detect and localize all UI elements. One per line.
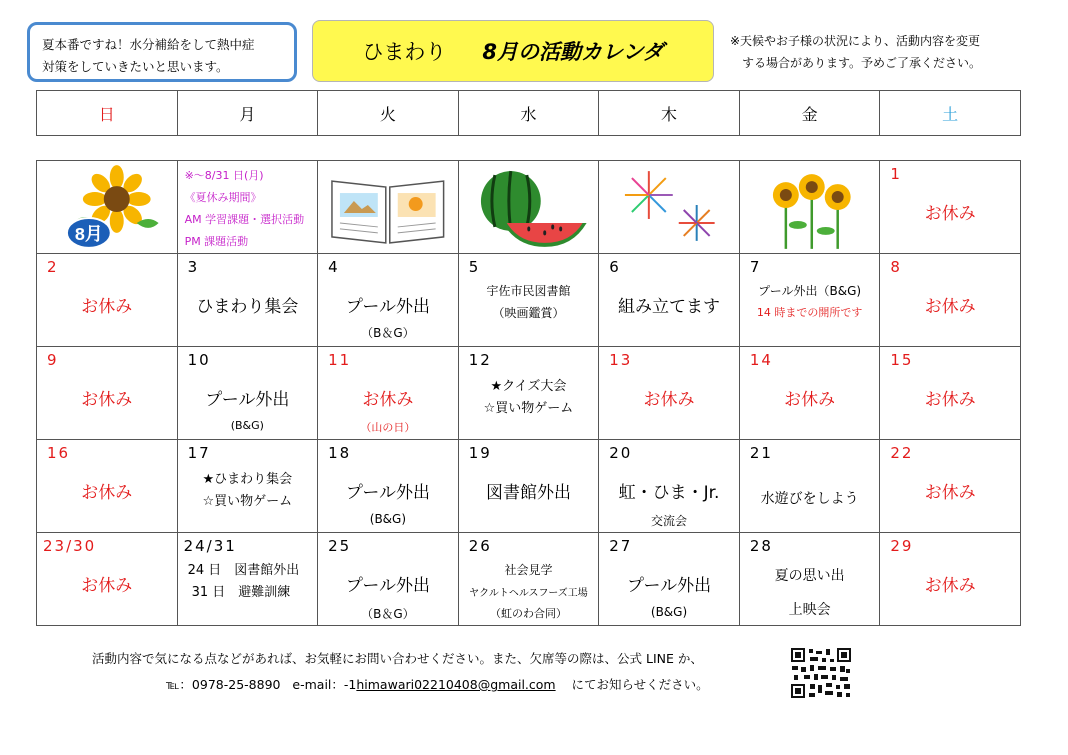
title-main: 8月の活動カレンダ	[482, 40, 664, 64]
day-number: 13	[609, 351, 633, 369]
day-activity-sub: (B&G)	[369, 512, 407, 526]
day-number: 23/30	[43, 537, 97, 555]
day-number: 3	[187, 258, 200, 276]
day-number: 29	[890, 537, 914, 555]
day-cell	[739, 161, 880, 254]
day-holiday: お休み	[81, 297, 133, 317]
day-cell	[37, 161, 178, 254]
day-activity: ☆買い物ゲーム	[202, 494, 293, 509]
calendar-week	[37, 347, 1021, 440]
phone-number: ℡：0978-25-8890	[166, 677, 281, 692]
day-cell	[599, 533, 740, 626]
summer-note-line: AM 学習課題・選択活動	[184, 213, 305, 226]
day-activity: 虹・ひま・Jr.	[618, 483, 720, 503]
day-cell	[739, 440, 880, 533]
day-cell	[599, 254, 740, 347]
day-number: 21	[749, 444, 773, 462]
fireworks-icon	[599, 161, 739, 253]
day-number: 18	[328, 444, 352, 462]
day-cell	[880, 533, 1021, 626]
day-cell	[177, 440, 318, 533]
watermelon-icon	[459, 161, 599, 253]
intro-note-line: 夏本番ですね！水分補給をして熱中症	[42, 37, 255, 52]
notice-line: する場合があります。予めご了承ください。	[742, 56, 982, 70]
day-activity: プール外出	[345, 483, 430, 503]
day-activity: 24 日 図書館外出	[187, 563, 300, 578]
day-cell	[599, 440, 740, 533]
day-holiday: お休み	[924, 204, 976, 224]
day-cell	[458, 533, 599, 626]
calendar-week	[37, 533, 1021, 626]
summer-note-line: ※～8/31 日(月)	[184, 169, 264, 182]
weekday-sun: 日	[37, 91, 178, 136]
day-cell	[739, 254, 880, 347]
day-activity-sub: (B&G)	[230, 419, 264, 432]
day-activity: 31 日 避難訓練	[191, 585, 291, 600]
day-holiday: お休み	[81, 390, 133, 410]
day-number: 28	[749, 537, 773, 555]
day-number: 1	[890, 165, 902, 183]
day-activity-sub: 交流会	[651, 514, 688, 528]
day-activity: 社会見学	[504, 563, 553, 577]
day-activity: 組み立てます	[618, 297, 721, 317]
day-number: 17	[187, 444, 211, 462]
summer-note-line: PM 課題活動	[184, 235, 249, 248]
day-number: 11	[328, 351, 352, 369]
email-label: e-mail：-1	[292, 677, 357, 692]
day-activity: 水遊びをしよう	[760, 491, 859, 507]
day-number: 12	[468, 351, 492, 369]
weekday-sat: 土	[880, 91, 1021, 136]
day-activity: 図書館外出	[485, 483, 571, 503]
day-holiday: お休み	[924, 390, 976, 410]
day-cell	[739, 533, 880, 626]
day-activity: 宇佐市民図書館	[486, 284, 571, 298]
weekday-header	[36, 90, 1021, 136]
sunflowers-icon	[740, 161, 880, 253]
day-cell	[37, 533, 178, 626]
day-number: 9	[47, 351, 59, 369]
day-number: 7	[749, 258, 762, 276]
day-activity: ★クイズ大会	[490, 379, 567, 394]
day-activity: プール外出	[626, 576, 712, 596]
day-cell	[177, 347, 318, 440]
day-number: 10	[187, 351, 211, 369]
day-cell	[458, 440, 599, 533]
day-cell	[177, 533, 318, 626]
day-number: 4	[328, 258, 340, 276]
day-holiday: お休み	[924, 576, 976, 596]
footer-line-end: にてお知らせください。	[571, 677, 709, 692]
day-holiday: お休み	[784, 390, 836, 410]
notice	[730, 30, 981, 74]
day-number: 2	[47, 258, 59, 276]
weekday-fri: 金	[739, 91, 880, 136]
day-number: 22	[890, 444, 914, 462]
day-cell	[739, 347, 880, 440]
day-cell	[37, 347, 178, 440]
day-number: 15	[890, 351, 914, 369]
day-activity: プール外出（B&G)	[758, 284, 862, 298]
day-cell	[318, 254, 459, 347]
day-number: 25	[328, 537, 352, 555]
page-title	[312, 20, 714, 82]
day-activity: 上映会	[788, 602, 831, 618]
day-number: 24/31	[183, 537, 237, 555]
calendar-grid	[36, 160, 1021, 626]
day-cell	[37, 254, 178, 347]
day-holiday: お休み	[362, 390, 414, 410]
footer-contact-line	[92, 672, 709, 698]
day-cell	[318, 347, 459, 440]
day-cell	[599, 347, 740, 440]
weekday-mon: 月	[177, 91, 318, 136]
calendar-week	[37, 440, 1021, 533]
day-cell	[880, 161, 1021, 254]
day-number: 27	[609, 537, 633, 555]
day-activity-sub: （虹のわ合同）	[489, 607, 567, 620]
day-activity: プール外出	[345, 576, 430, 596]
email-link[interactable]: himawari02210408@gmail.com	[356, 677, 556, 692]
day-number: 6	[609, 258, 621, 276]
day-activity-sub: (B&G)	[650, 605, 688, 619]
day-activity: ★ひまわり集会	[202, 472, 293, 487]
day-holiday: お休み	[81, 576, 133, 596]
day-number: 14	[749, 351, 773, 369]
day-cell	[458, 254, 599, 347]
day-activity-sub: （B＆G）	[361, 607, 415, 621]
day-holiday-sub: （山の日）	[360, 421, 416, 434]
footer-contact	[92, 646, 709, 698]
day-cell	[458, 161, 599, 254]
day-activity-sub: 14 時までの開所です	[756, 306, 863, 319]
day-cell	[458, 347, 599, 440]
title-name: ひまわり	[362, 40, 447, 64]
qr-code-icon[interactable]	[790, 647, 852, 699]
day-activity: プール外出	[345, 297, 430, 317]
day-cell	[318, 440, 459, 533]
day-cell	[37, 440, 178, 533]
weekday-wed: 水	[458, 91, 599, 136]
day-activity: ヤクルトヘルスフーズ工場	[469, 588, 588, 599]
day-activity: ひまわり集会	[196, 297, 299, 317]
day-holiday: お休み	[643, 390, 695, 410]
day-cell-notes	[177, 161, 318, 254]
day-activity-sub: （B＆G）	[361, 326, 415, 340]
sunflower-icon	[37, 161, 177, 253]
footer-line: 活動内容で気になる点などがあれば、お気軽にお問い合わせください。また、欠席等の際は、公式 LINE か、	[92, 651, 703, 666]
day-holiday: お休み	[924, 297, 976, 317]
day-activity: 夏の思い出	[774, 568, 845, 584]
day-number: 5	[468, 258, 481, 276]
day-number: 26	[468, 537, 492, 555]
calendar-week	[37, 254, 1021, 347]
day-number: 19	[468, 444, 492, 462]
day-holiday: お休み	[81, 483, 133, 503]
august-badge: 8月	[74, 223, 103, 244]
day-activity: プール外出	[205, 390, 290, 410]
day-cell	[318, 533, 459, 626]
intro-note	[27, 22, 297, 82]
day-cell	[880, 347, 1021, 440]
day-cell	[880, 254, 1021, 347]
weekday-tue: 火	[318, 91, 459, 136]
open-book-icon	[318, 161, 458, 253]
day-cell	[599, 161, 740, 254]
calendar-week	[37, 161, 1021, 254]
day-holiday: お休み	[924, 483, 976, 503]
notice-line: ※天候やお子様の状況により、活動内容を変更	[730, 34, 981, 48]
day-cell	[318, 161, 459, 254]
day-activity: ☆買い物ゲーム	[483, 401, 574, 416]
summer-note-line: 《夏休み期間》	[184, 191, 262, 204]
day-number: 16	[47, 444, 71, 462]
day-number: 20	[609, 444, 633, 462]
day-cell	[880, 440, 1021, 533]
day-activity-sub: （映画鑑賞）	[492, 306, 565, 320]
intro-note-line: 対策をしていきたいと思います。	[42, 59, 229, 74]
day-cell	[177, 254, 318, 347]
weekday-thu: 木	[599, 91, 740, 136]
day-number: 8	[890, 258, 902, 276]
